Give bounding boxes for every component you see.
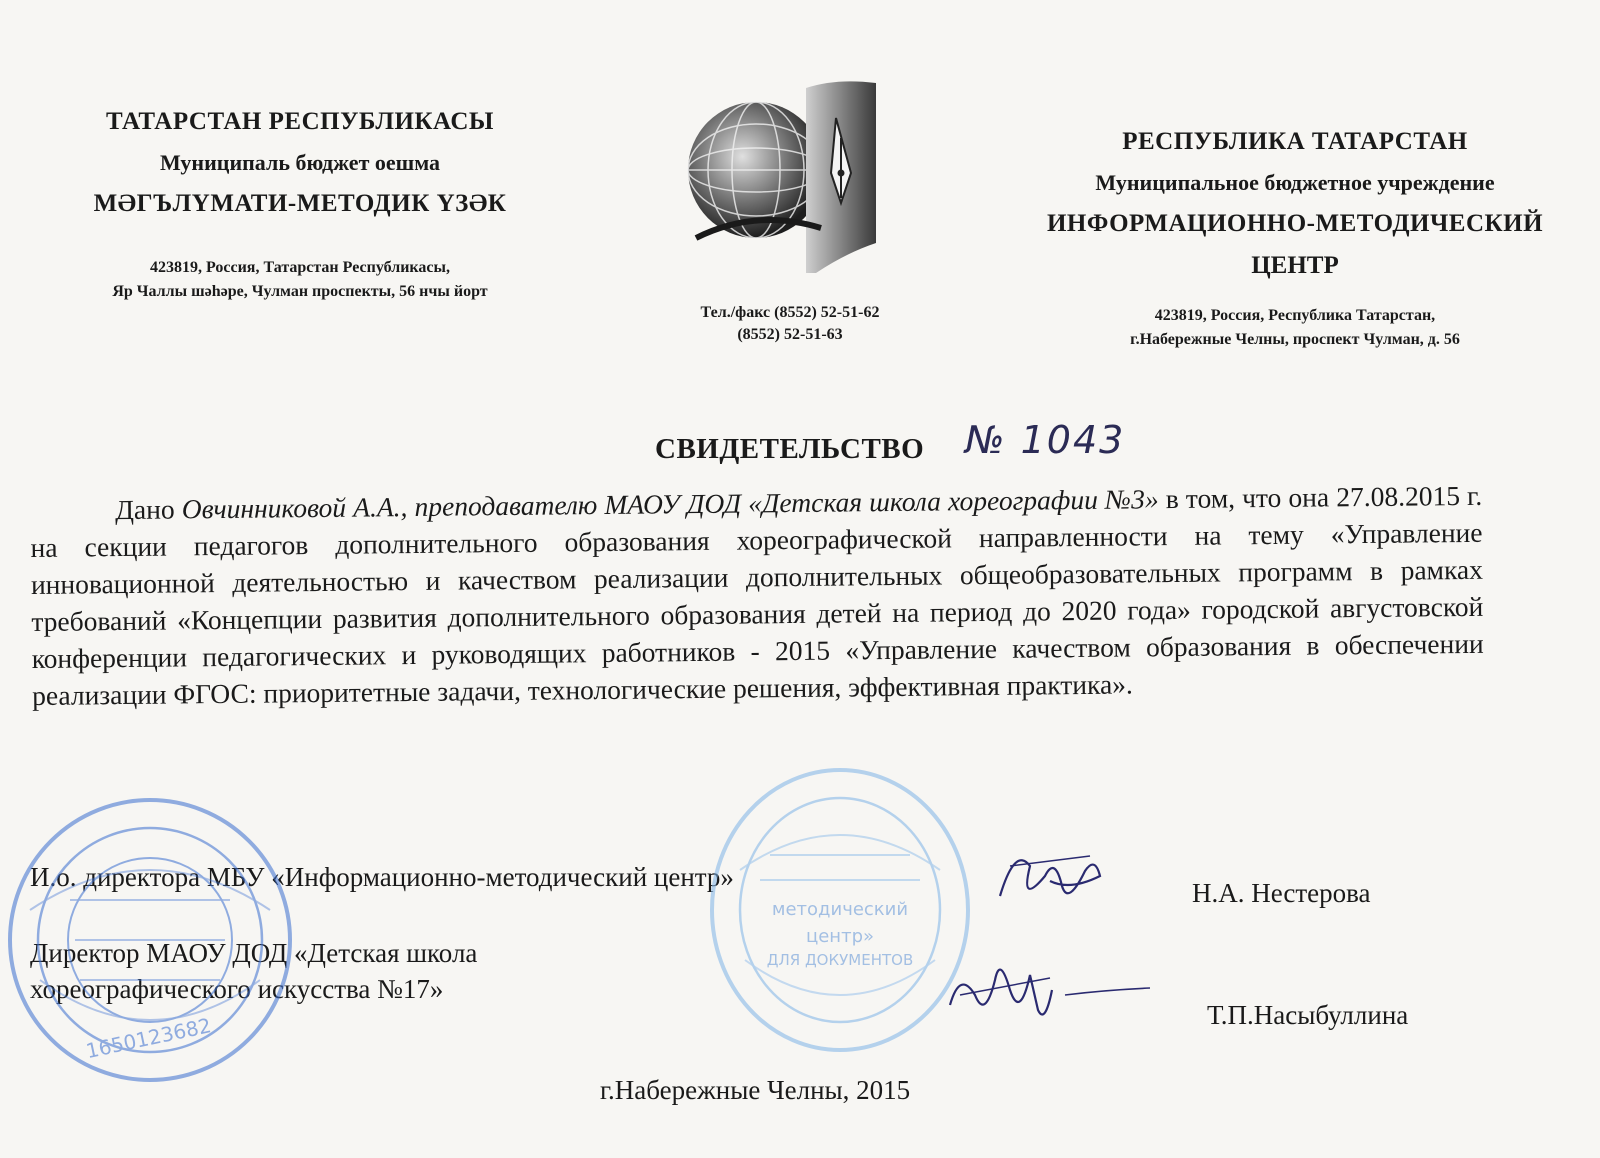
round-stamp-center-icon: [700, 760, 980, 1060]
body-recipient: Овчинниковой А.А., преподавателю МАОУ ДОД «Детская школа хореографии №3»: [181, 483, 1159, 525]
header-right-org-type: Муниципальное бюджетное учреждение: [1095, 170, 1495, 195]
signatory-name-2: Т.П.Насыбуллина: [1207, 1000, 1409, 1030]
stamp-mid-line3: ДЛЯ ДОКУМЕНТОВ: [766, 951, 914, 969]
handwritten-certificate-number: № 1043: [965, 418, 1126, 462]
header-right-address-line2: г.Набережные Челны, проспект Чулман, д. 56: [1130, 331, 1460, 348]
phone-line: (8552) 52-51-63: [737, 326, 843, 343]
signatory-role-2-line2: хореографического искусства №17»: [30, 974, 444, 1004]
round-stamp-left-icon: [0, 790, 300, 1090]
header-left-org-name: МӘГЪЛҮМАТИ-МЕТОДИК ҮЗӘК: [93, 190, 507, 217]
document-title: СВИДЕТЕЛЬСТВО: [655, 433, 925, 465]
signatory-role-1: И.о. директора МБУ «Информационно-методический центр»: [30, 862, 734, 892]
stamp-mid-line1: методический: [771, 899, 909, 920]
signatory-name-1: Н.А. Нестерова: [1192, 878, 1371, 908]
header-right-org-name-cont: ЦЕНТР: [1251, 252, 1339, 279]
body-intro: Дано: [115, 493, 175, 526]
header-left-address-line2: Яр Чаллы шәһәре, Чулман проспекты, 56 нчы йорт: [112, 283, 488, 300]
header-left-block: [30, 108, 570, 304]
place-and-year: г.Набережные Челны, 2015: [600, 1075, 911, 1105]
header-right-block: [1010, 128, 1580, 352]
certificate-body: [30, 477, 1484, 714]
header-right-address-line1: 423819, Россия, Республика Татарстан,: [1154, 307, 1436, 324]
header-left-address-line1: 423819, Россия, Татарстан Республикасы,: [150, 259, 450, 276]
stamp-mid-line2: центр»: [805, 926, 875, 947]
handwritten-signature-2-icon: [940, 950, 1160, 1030]
signatory-role-2-line1: Директор МАОУ ДОД «Детская школа: [30, 938, 478, 968]
header-center-phones: [640, 302, 940, 346]
body-text: в том, что она 27.08.2015 г. на секции педагогов дополнительного образования хореографической направленности на тему «Управление инновационной деятельностью и качеством реализации дополнительных общеобразовательных программ в рамках требований «Концепции развития дополнительного образования детей на период до 2020 года» городской августовской конференции педагогических и руководящих работников - 2015 «Управление качеством образования в обеспечении реализации ФГОС: приоритетные задачи, технологические решения, эффективная практика».: [30, 479, 1484, 711]
header-left-republic: ТАТАРСТАН РЕСПУБЛИКАСЫ: [106, 108, 494, 135]
handwritten-signature-1-icon: [990, 836, 1110, 916]
phone-fax-line: Тел./факс (8552) 52-51-62: [700, 304, 880, 321]
stamp-left-code: 1650123682: [83, 1013, 214, 1064]
header-right-republic: РЕСПУБЛИКА ТАТАРСТАН: [1122, 128, 1468, 155]
header-left-org-type: Муниципаль бюджет оешма: [159, 150, 441, 175]
globe-pen-logo-icon: [686, 78, 896, 278]
header-right-org-name: ИНФОРМАЦИОННО-МЕТОДИЧЕСКИЙ: [1046, 210, 1544, 237]
